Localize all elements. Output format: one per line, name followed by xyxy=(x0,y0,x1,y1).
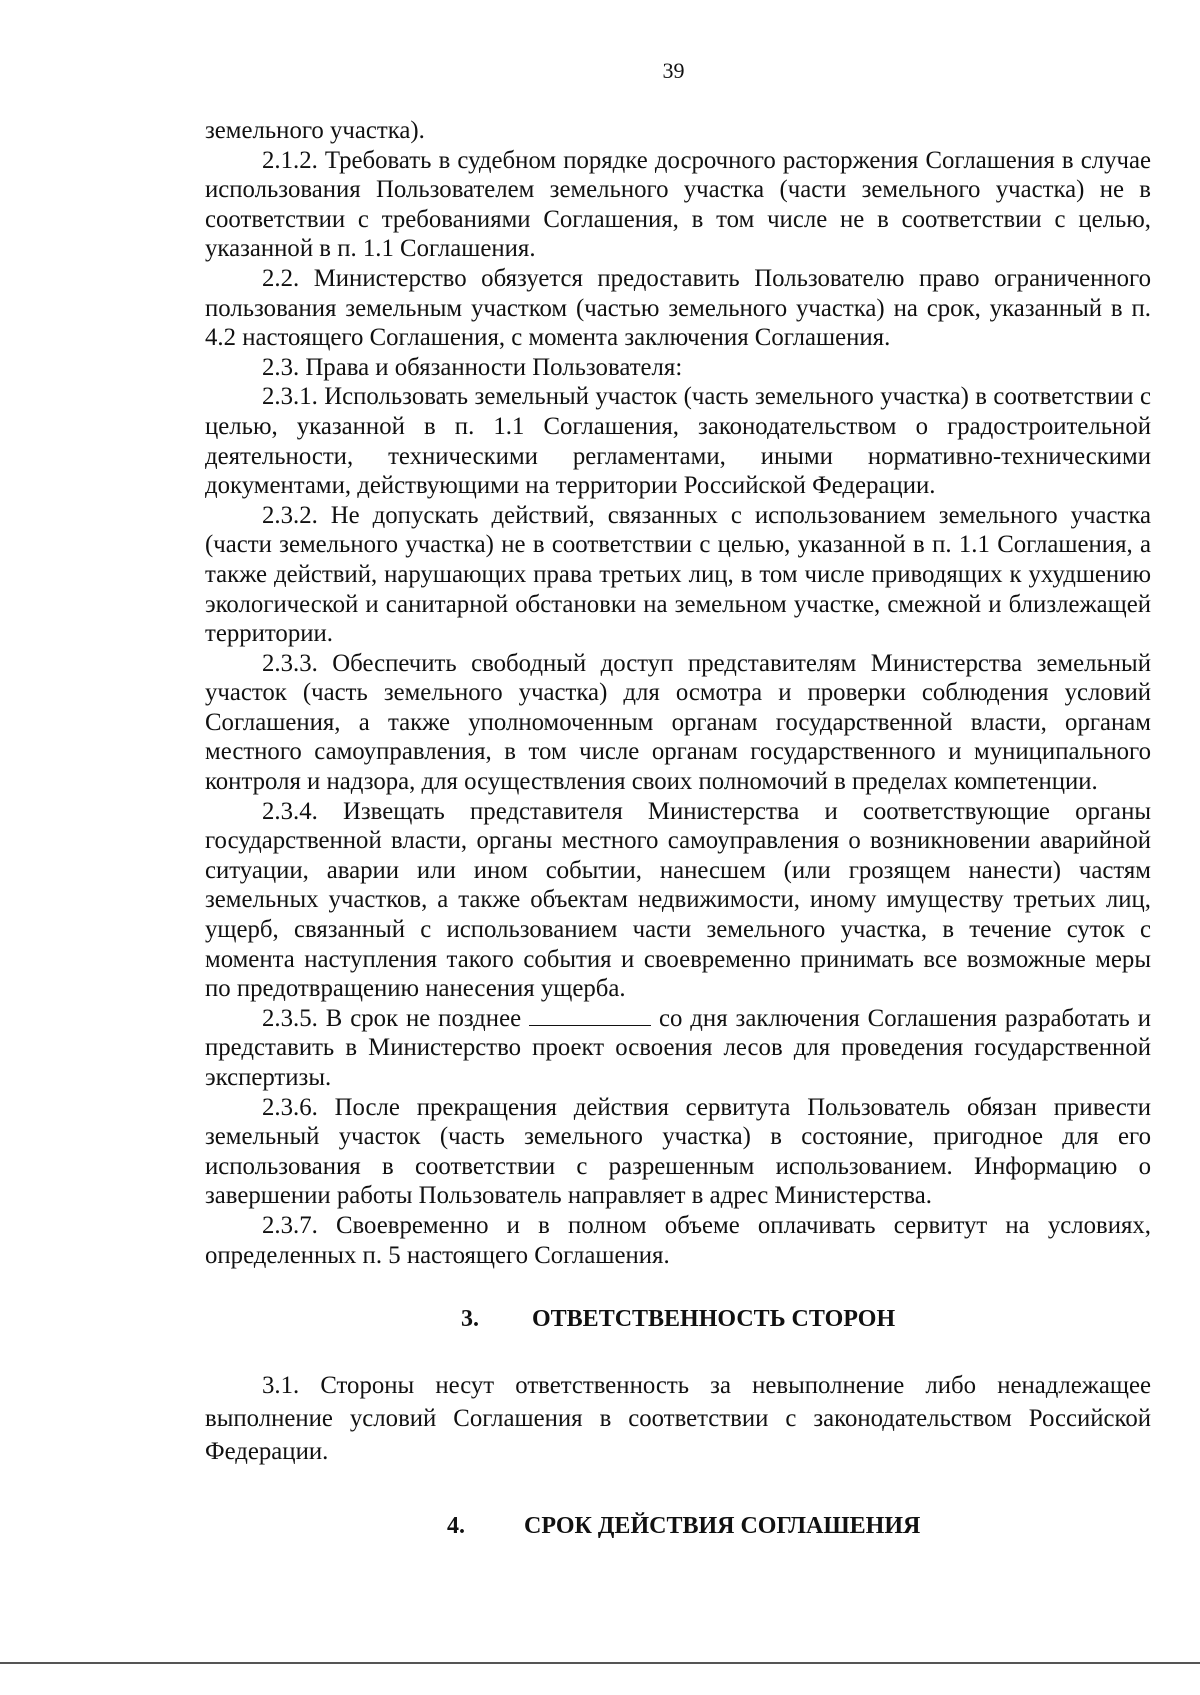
paragraph-2-3-4: 2.3.4. Извещать представителя Министерства и соответствующие органы государственной власти, органы местного самоуправления о возникновении аварийной ситуации, аварии или ином событии, нанесшем (или грозящем нанести) частям земельных участков, а также объектам недвижимости, иному имуществу третьих лиц, ущерб, связанный с использованием части земельного участка, в течение суток с момента наступления такого события и своевременно принимать все возможные меры по предотвращению нанесения ущерба. xyxy=(205,797,1151,1003)
page-bottom-edge xyxy=(0,1662,1200,1664)
paragraph-2-3-1: 2.3.1. Использовать земельный участок (часть земельного участка) в соответствии с целью, указанной в п. 1.1 Соглашения, законодательством о градостроительной деятельности, техническими регламентами, иными нормативно-техническими документами, действующими на территории Российской Федерации. xyxy=(205,383,1151,500)
paragraph-2-3-5-end: со дня заключения Соглашения разработать и представить в Министерство проект освоения лесов для проведения государственной экспертизы. xyxy=(205,1004,1152,1091)
fill-in-blank xyxy=(529,1007,651,1026)
paragraph-2-1-2: 2.1.2. Требовать в судебном порядке досрочного расторжения Соглашения в случае использования Пользователем земельного участка (части земельного участка) не в соответствии с требованиями Соглашения, в том числе не в соответствии с целью, указанной в п. 1.1 Соглашения. xyxy=(205,146,1151,263)
section-3-number: 3. xyxy=(461,1306,479,1333)
section-4-number: 4. xyxy=(447,1512,465,1539)
paragraph-2-3-6: 2.3.6. После прекращения действия сервитута Пользователь обязан привести земельный участок (часть земельного участка) в состояние, пригодное для его использования в соответствии с разрешенным использованием. Информацию о завершении работы Пользователь направляет в адрес Министерства. xyxy=(205,1093,1151,1210)
paragraph-2-3-7: 2.3.7. Своевременно и в полном объеме оплачивать сервитут на условиях, определенных п. 5 настоящего Соглашения. xyxy=(205,1211,1151,1269)
page-number: 39 xyxy=(662,58,685,83)
document-body xyxy=(205,116,1151,1541)
paragraph-continuation: земельного участка). xyxy=(205,117,425,144)
section-4-title: СРОК ДЕЙСТВИЯ СОГЛАШЕНИЯ xyxy=(524,1512,921,1539)
paragraph-3-1: 3.1. Стороны несут ответственность за невыполнение либо ненадлежащее выполнение условий Соглашения в соответствии с законодательством Российской Федерации. xyxy=(205,1371,1151,1465)
section-3-title: ОТВЕТСТВЕННОСТЬ СТОРОН xyxy=(532,1306,896,1333)
paragraph-2-3-5-start: 2.3.5. В срок не позднее xyxy=(262,1004,522,1032)
section-3-heading xyxy=(205,1305,1151,1335)
paragraph-2-3: 2.3. Права и обязанности Пользователя: xyxy=(262,353,683,381)
paragraph-2-3-5 xyxy=(205,1004,1151,1093)
paragraph-2-3-3: 2.3.3. Обеспечить свободный доступ представителям Министерства земельный участок (часть земельного участка) для осмотра и проверки соблюдения условий Соглашения, а также уполномоченным органам государственной власти, органам местного самоуправления, в том числе органам государственного и муниципального контроля и надзора, для осуществления своих полномочий в пределах компетенции. xyxy=(205,649,1151,796)
paragraph-2-2: 2.2. Министерство обязуется предоставить Пользователю право ограниченного пользования земельным участком (частью земельного участка) на срок, указанный в п. 4.2 настоящего Соглашения, с момента заключения Соглашения. xyxy=(205,264,1151,352)
section-4-heading xyxy=(205,1512,1151,1542)
paragraph-2-3-2: 2.3.2. Не допускать действий, связанных с использованием земельного участка (части земельного участка) не в соответствии с целью, указанной в п. 1.1 Соглашения, а также действий, нарушающих права третьих лиц, в том числе приводящих к ухудшению экологической и санитарной обстановки на земельном участке, смежной и близлежащей территории. xyxy=(205,501,1151,648)
